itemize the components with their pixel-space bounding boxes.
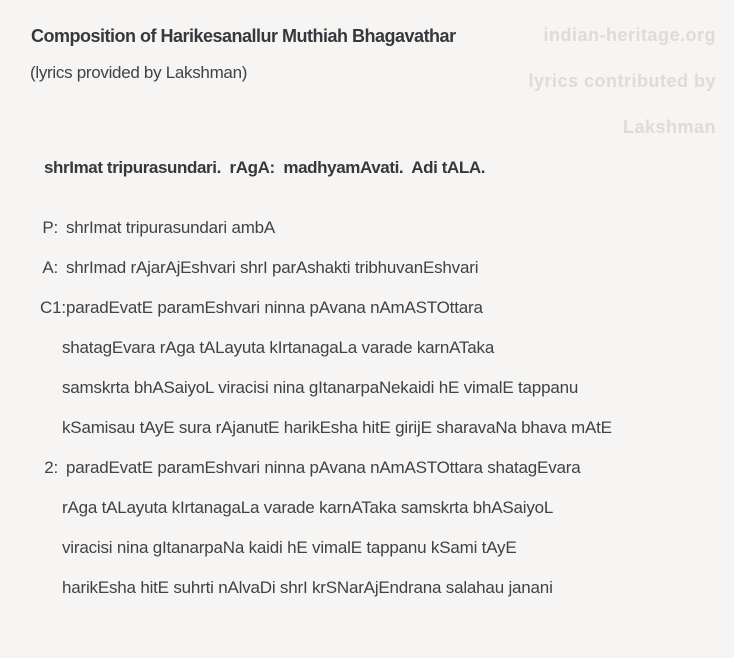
lyric-line: [0, 568, 734, 608]
lyric-line-text: paradEvatE paramEshvari ninna pAvana nAmASTOttara: [66, 298, 483, 317]
lyric-line: [0, 408, 734, 448]
lyric-line-charanam2: [0, 448, 734, 488]
lyric-line-text: shrImad rAjarAjEshvari shrI parAshakti tribhuvanEshvari: [66, 258, 479, 277]
song-title-line: shrImat tripurasundari. rAgA: madhyamAvati. Adi tALA.: [44, 158, 486, 177]
lyric-line-charanam1: [0, 288, 734, 328]
lyric-line-text: shatagEvara rAga tALayuta kIrtanagaLa varade karnATaka: [62, 338, 495, 357]
lyrics-block: [0, 208, 734, 608]
lyric-line-text: harikEsha hitE suhrti nAlvaDi shrI krSNarAjEndrana salahau janani: [62, 578, 553, 597]
watermark-site-name: indian-heritage.org: [543, 25, 716, 45]
lyric-line-text: paradEvatE paramEshvari ninna pAvana nAmASTOttara shatagEvara: [66, 458, 581, 477]
lyric-line-anupallavi: [0, 248, 734, 288]
lyric-line-text: kSamisau tAyE sura rAjanutE harikEsha hitE girijE sharavaNa bhava mAtE: [62, 418, 612, 437]
watermark-credit-name: Lakshman: [622, 117, 716, 137]
lyric-line: [0, 368, 734, 408]
lyric-line-pallavi: [0, 208, 734, 248]
lyric-line: [0, 488, 734, 528]
lyric-line-label: C1:: [40, 298, 66, 317]
lyric-line-label: 2:: [44, 458, 58, 477]
watermark: [528, 24, 716, 162]
lyric-line: [0, 528, 734, 568]
watermark-credit-text: lyrics contributed by: [528, 71, 716, 91]
lyric-line-text: samskrta bhASaiyoL viracisi nina gItanarpaNekaidi hE vimalE tappanu: [62, 378, 579, 397]
lyric-line-text: rAga tALayuta kIrtanagaLa varade karnATaka samskrta bhASaiyoL: [62, 498, 554, 517]
page-title: Composition of Harikesanallur Muthiah Bhagavathar: [31, 26, 456, 46]
lyric-line-text: viracisi nina gItanarpaNa kaidi hE vimalE tappanu kSami tAyE: [62, 538, 517, 557]
lyric-line-label: A:: [42, 258, 58, 277]
lyric-line-label: P:: [42, 218, 58, 237]
page-subtitle: (lyrics provided by Lakshman): [30, 63, 248, 82]
lyric-line-text: shrImat tripurasundari ambA: [66, 218, 276, 237]
lyric-line: [0, 328, 734, 368]
